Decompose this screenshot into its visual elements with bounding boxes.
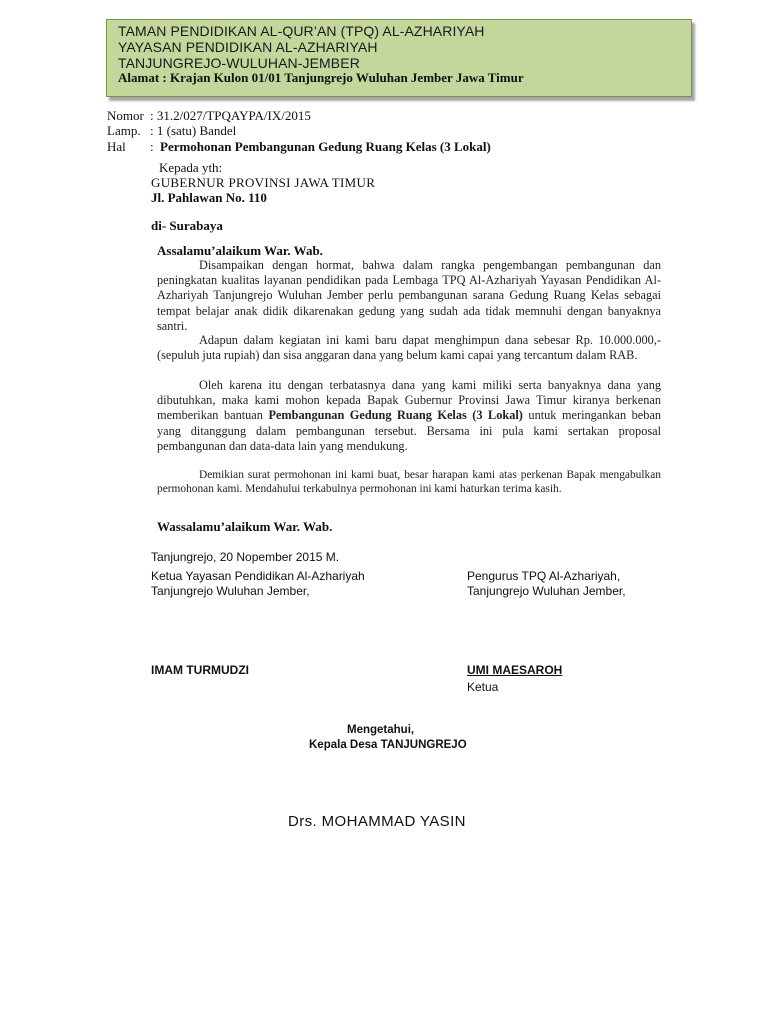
place-date: Tanjungrejo, 20 Nopember 2015 M. <box>151 550 340 564</box>
kepala-desa-name: Drs. MOHAMMAD YASIN <box>288 813 466 830</box>
right-signer-title-2: Tanjungrejo Wuluhan Jember, <box>467 584 626 598</box>
hal-value: Permohonan Pembangunan Gedung Ruang Kelas (3 Lokal) <box>160 139 491 154</box>
hal-colon: : <box>150 139 154 154</box>
left-signer-name: IMAM TURMUDZI <box>151 663 249 677</box>
letterhead-address: Alamat : Krajan Kulon 01/01 Tanjungrejo Wuluhan Jember Jawa Timur <box>118 70 524 85</box>
paragraph-3-text-a: Oleh karena itu dengan terbatasnya dana yang kami miliki serta banyaknya dana yang dibutuhkan, maka kami mohon kepada Bapak Gubernur Provinsi Jawa Timur kiranya berkenan memberikan bantuan <box>157 378 661 423</box>
paragraph-3-text-b: untuk meringankan beban yang ditanggung dalam pembangunan tersebut. Bersama ini pula kami sertakan proposal pembangunan dan data-data lain yang mendukung. <box>157 408 662 453</box>
paragraph-3 <box>157 378 661 454</box>
letter-meta <box>107 108 667 156</box>
lamp-value: : 1 (satu) Bandel <box>150 123 237 138</box>
paragraph-4-text: Demikian surat permohonan ini kami buat, besar harapan kami atas perkenan Bapak mengabulkan permohonan kami. Mendahului terkabulnya permohonan ini kami haturkan terima kasih. <box>157 469 661 495</box>
nomor-value: : 31.2/027/TPQAYPA/IX/2015 <box>150 108 311 123</box>
recipient-name: GUBERNUR PROVINSI JAWA TIMUR <box>151 175 376 190</box>
letterhead-line-1: TAMAN PENDIDIKAN AL-QUR’AN (TPQ) AL-AZHARIYAH <box>118 23 485 39</box>
kepala-desa-title: Kepala Desa TANJUNGREJO <box>309 739 467 751</box>
greeting: Assalamu’alaikum War. Wab. <box>157 243 323 258</box>
closing-greeting: Wassalamu’alaikum War. Wab. <box>157 519 333 534</box>
letterhead-line-3: TANJUNGREJO-WULUHAN-JEMBER <box>118 55 360 71</box>
paragraph-1 <box>157 258 661 334</box>
paragraph-2 <box>157 333 661 363</box>
paragraph-4 <box>157 469 661 496</box>
hal-label: Hal <box>107 139 126 154</box>
letterhead <box>106 19 692 97</box>
recipient-city: di- Surabaya <box>151 218 223 233</box>
right-signer-role: Ketua <box>467 680 499 694</box>
paragraph-2-text: Adapun dalam kegiatan ini kami baru dapat menghimpun dana sebesar Rp. 10.000.000,- (sepuluh juta rupiah) dan sisa anggaran dana yang belum kami capai yang tercantum dalam RAB. <box>157 333 661 363</box>
left-signer-title-2: Tanjungrejo Wuluhan Jember, <box>151 584 310 598</box>
right-signer-title-1: Pengurus TPQ Al-Azhariyah, <box>467 569 621 583</box>
right-signer-name: UMI MAESAROH <box>467 663 563 677</box>
paragraph-1-text: Disampaikan dengan hormat, bahwa dalam rangka pengembangan pembangunan dan peningkatan kualitas layanan pendidikan pada Lembaga TPQ Al-Azhariyah Yayasan Pendidikan Al-Azhariyah Tanjungrejo Wuluhan Jember perlu pembangunan sarana Gedung Ruang Kelas sebagai tempat belajar anak didik dikarenakan gedung yang sudah ada tidak memnuhi dengan banyaknya santri. <box>157 258 661 333</box>
recipient-address: Jl. Pahlawan No. 110 <box>151 190 267 205</box>
paragraph-3-bold: Pembangunan Gedung Ruang Kelas (3 Lokal) <box>268 408 523 423</box>
kepada-label: Kepada yth: <box>159 160 223 175</box>
letterhead-line-2: YAYASAN PENDIDIKAN AL-AZHARIYAH <box>118 39 378 55</box>
left-signer-title-1: Ketua Yayasan Pendidikan Al-Azhariyah <box>151 569 365 583</box>
nomor-label: Nomor <box>107 108 144 123</box>
mengetahui-label: Mengetahui, <box>347 724 415 736</box>
lamp-label: Lamp. <box>107 123 141 138</box>
